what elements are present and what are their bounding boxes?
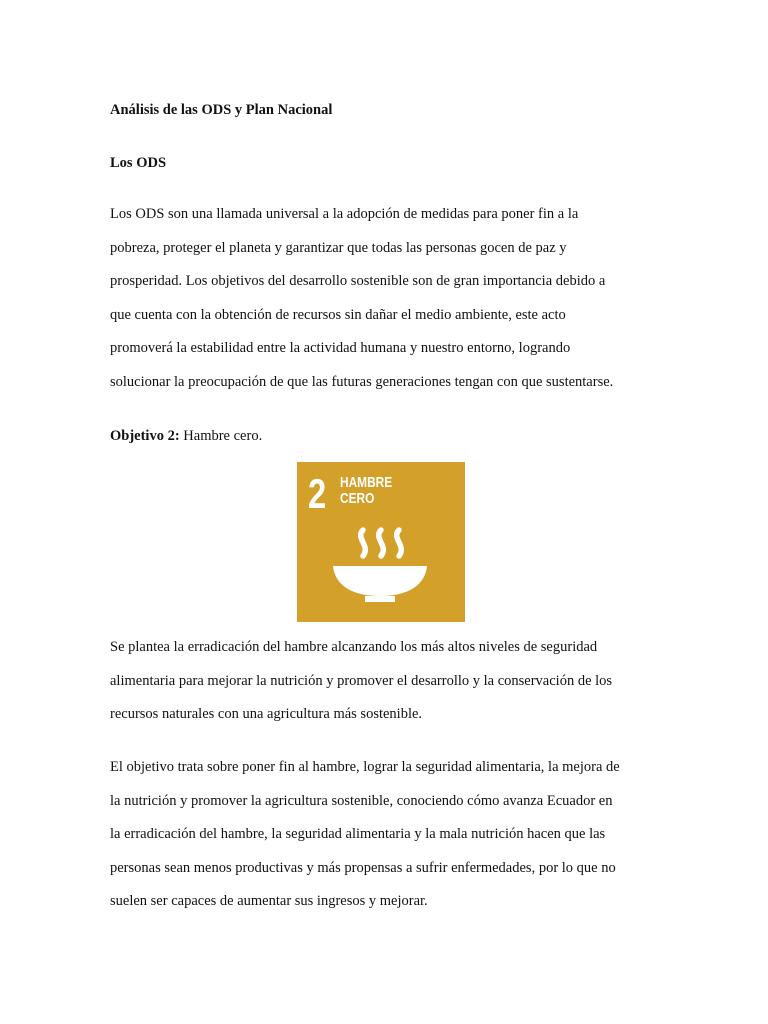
- sdg-2-tile: [297, 462, 465, 622]
- section-heading: Los ODS: [110, 155, 167, 171]
- sdg-number: 2: [308, 470, 327, 517]
- intro-paragraph: [110, 198, 658, 399]
- paragraph-line: promoverá la estabilidad entre la actividad humana y nuestro entorno, logrando: [110, 340, 571, 356]
- sdg-label-line: CERO: [340, 491, 375, 507]
- steaming-bowl-icon: [297, 462, 465, 622]
- paragraph-line: El objetivo trata sobre poner fin al hambre, lograr la seguridad alimentaria, la mejora de: [110, 759, 620, 775]
- paragraph-3: [110, 751, 658, 919]
- paragraph-line: personas sean menos productivas y más propensas a sufrir enfermedades, por lo que no: [110, 859, 616, 876]
- paragraph-line: pobreza, proteger el planeta y garantizar que todas las personas gocen de paz y: [110, 239, 567, 256]
- paragraph-line: alimentaria para mejorar la nutrición y promover el desarrollo y la conservación de los: [110, 672, 613, 689]
- paragraph-line: prosperidad. Los objetivos del desarrollo sostenible son de gran importancia debido a: [110, 273, 606, 289]
- paragraph-line: que cuenta con la obtención de recursos sin dañar el medio ambiente, este acto: [110, 306, 566, 323]
- paragraph-line: la erradicación del hambre, la seguridad alimentaria y la mala nutrición hacen que las: [110, 826, 606, 842]
- objective-label: Objetivo 2:: [110, 428, 180, 444]
- paragraph-line: recursos naturales con una agricultura más sostenible.: [110, 706, 423, 722]
- objective-name: Hambre cero.: [183, 428, 263, 444]
- paragraph-line: Se plantea la erradicación del hambre alcanzando los más altos niveles de seguridad: [110, 639, 598, 655]
- objective-line: [110, 426, 262, 446]
- paragraph-line: la nutrición y promover la agricultura sostenible, conociendo cómo avanza Ecuador en: [110, 792, 613, 809]
- paragraph-line: suelen ser capaces de aumentar sus ingresos y mejorar.: [110, 893, 428, 909]
- paragraph-line: Los ODS son una llamada universal a la adopción de medidas para poner fin a la: [110, 206, 579, 222]
- document-title: Análisis de las ODS y Plan Nacional: [110, 102, 333, 118]
- sdg-label-line: HAMBRE: [340, 475, 393, 491]
- paragraph-line: solucionar la preocupación de que las futuras generaciones tengan con que sustentarse.: [110, 373, 614, 390]
- paragraph-2: [110, 631, 658, 732]
